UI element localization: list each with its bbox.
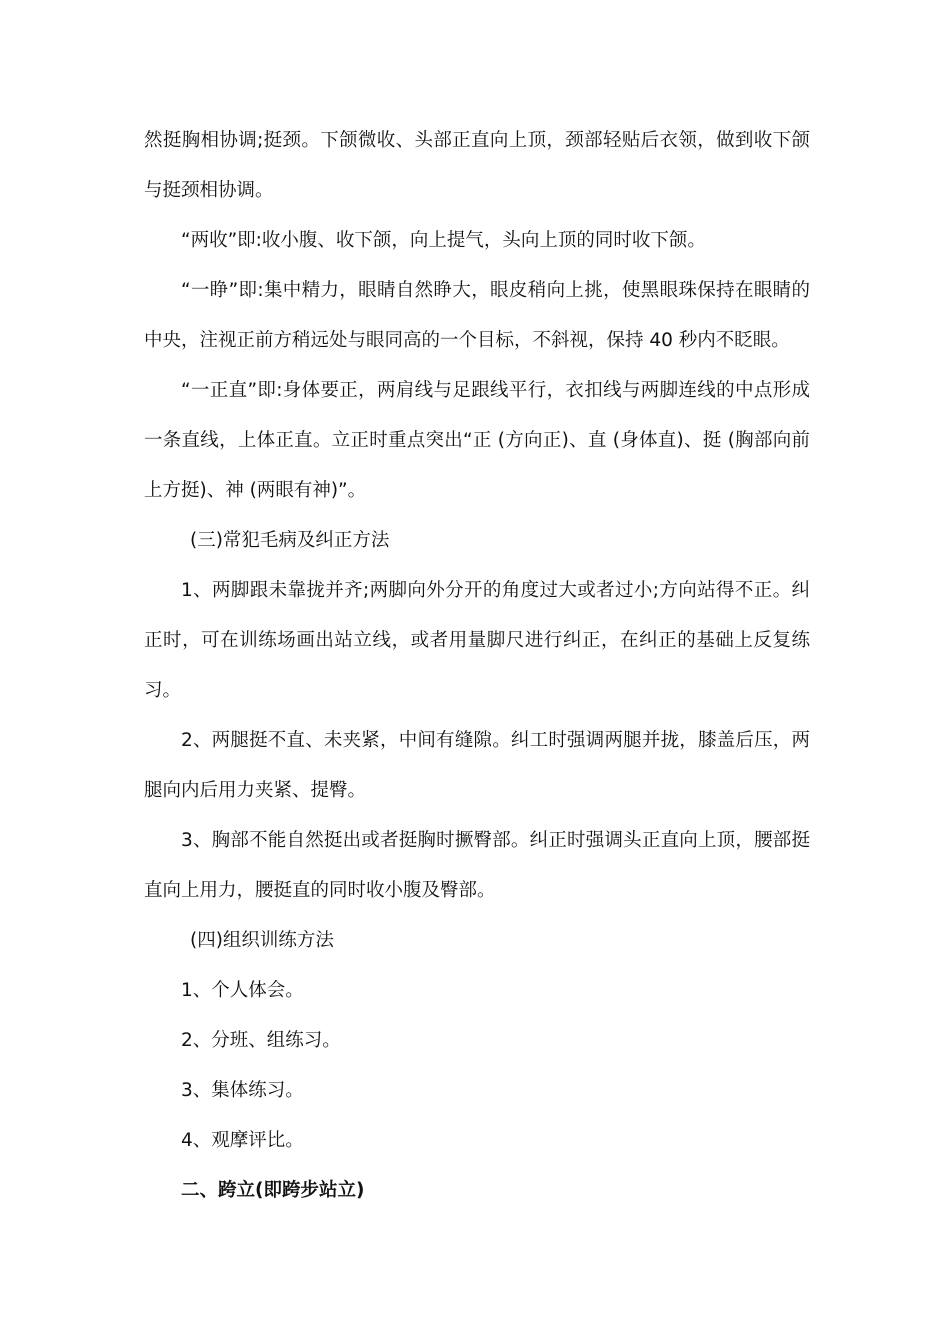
paragraph-yizheng: “一睁”即:集中精力，眼睛自然睁大，眼皮稍向上挑，使黑眼珠保持在眼睛的中央，注视正前方稍远处与眼同高的一个目标，不斜视，保持 40 秒内不眨眼。 (144, 280, 810, 351)
list-item-error-2: 2、两腿挺不直、未夹紧，中间有缝隙。纠工时强调两腿并拢，膝盖后压，两腿向内后用力夹紧、提臀。 (144, 730, 810, 801)
list-item-method-2: 2、分班、组练习。 (181, 1030, 341, 1051)
list-item-method-1: 1、个人体会。 (181, 980, 304, 1001)
document-body (144, 116, 810, 1216)
paragraph-yizhengzhi: “一正直”即:身体要正，两肩线与足跟线平行，衣扣线与两脚连线的中点形成一条直线，上体正直。立正时重点突出“正 (方向正)、直 (身体直)、挺 (胸部向前上方挺)、神 (两眼有神)”。 (144, 380, 810, 501)
list-item-method-4: 4、观摩评比。 (181, 1130, 304, 1151)
subheading-training-methods: (四)组织训练方法 (190, 930, 334, 951)
paragraph-liangshou: “两收”即:收小腹、收下颌，向上提气，头向上顶的同时收下颌。 (181, 230, 706, 251)
list-item-error-3: 3、胸部不能自然挺出或者挺胸时撅臀部。纠正时强调头正直向上顶，腰部挺直向上用力，腰挺直的同时收小腹及臀部。 (144, 830, 810, 901)
section-heading-kuali: 二、跨立(即跨步站立) (181, 1180, 365, 1201)
subheading-common-errors: (三)常犯毛病及纠正方法 (190, 530, 390, 551)
paragraph-continuation: 然挺胸相协调;挺颈。下颌微收、头部正直向上顶，颈部轻贴后衣领，做到收下颌与挺颈相协调。 (144, 130, 810, 201)
list-item-method-3: 3、集体练习。 (181, 1080, 304, 1101)
list-item-error-1: 1、两脚跟未靠拢并齐;两脚向外分开的角度过大或者过小;方向站得不正。纠正时，可在训练场画出站立线，或者用量脚尺进行纠正，在纠正的基础上反复练习。 (144, 580, 810, 701)
